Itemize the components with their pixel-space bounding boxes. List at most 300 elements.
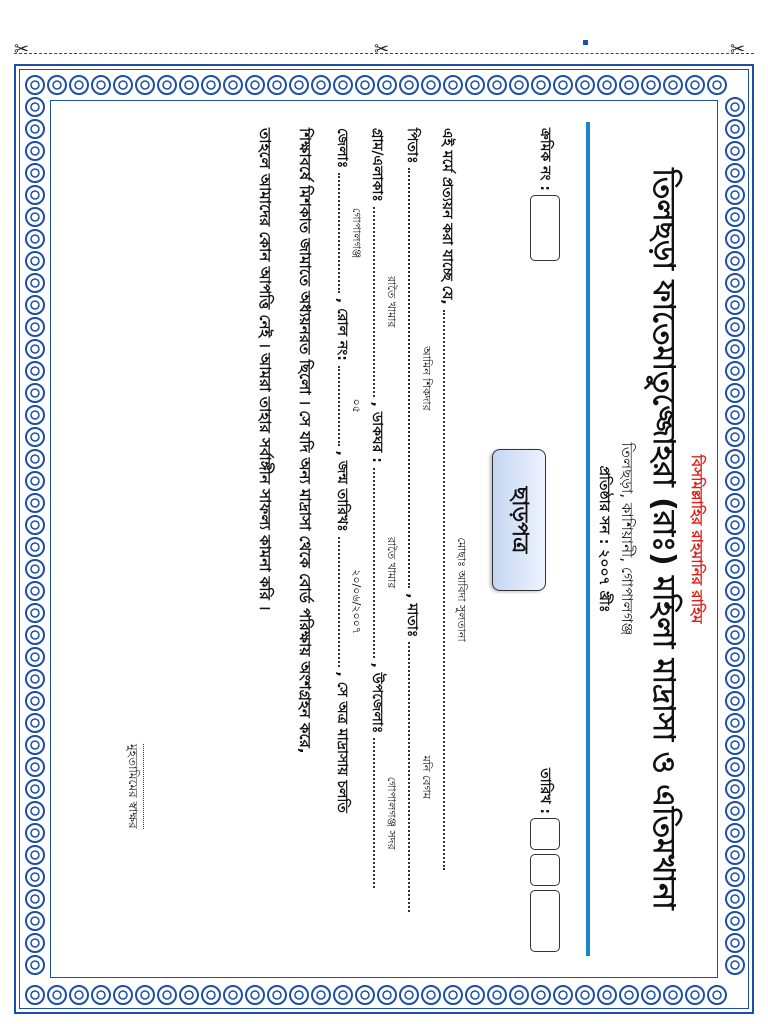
border-loop [136,986,154,1004]
serial-label: ক্রমিক নং : [537,128,553,192]
border-loop-inner [731,213,739,221]
student-name-line [443,310,468,870]
border-loop-inner [669,81,677,89]
border-loop [26,538,44,556]
bismillah-text: বিসমিল্লাহির রাহমানির রাহিম [688,454,706,624]
border-loop-inner [471,991,479,999]
border-loop-inner [471,81,479,89]
border-loop-inner [731,587,739,595]
border-loop [26,714,44,732]
border-loop-inner [731,257,739,265]
border-loop [620,986,638,1004]
mother-name: মনি বেগম [420,755,433,799]
border-loop-inner [731,345,739,353]
border-loop-inner [31,81,39,89]
certify-label: এই মর্মে প্রত্যয়ন করা যাচ্ছে যে, [439,128,455,305]
border-loop [726,186,744,204]
border-loop [26,98,44,116]
border-loop [686,76,704,94]
dob-label: জন্ম তারিখঃ [334,460,350,532]
border-loop [202,76,220,94]
border-loop-inner [31,499,39,507]
border-loop [246,986,264,1004]
border-loop-inner [31,543,39,551]
border-loop [48,76,66,94]
blue-mark [583,40,588,45]
border-loop [26,274,44,292]
header-divider [586,122,590,956]
border-loop-inner [731,543,739,551]
border-loop-inner [273,81,281,89]
border-loop [726,296,744,314]
border-loop-inner [31,609,39,617]
border-loop [136,76,154,94]
student-name: মোছাঃ আবিদা সুলতানা [455,537,468,642]
border-loop-inner [31,565,39,573]
border-loop-inner [731,631,739,639]
border-loop [26,986,44,1004]
border-loop [356,76,374,94]
border-loop-inner [731,477,739,485]
border-loop [620,76,638,94]
border-loop-inner [731,939,739,947]
border-loop-inner [731,697,739,705]
border-loop-inner [731,147,739,155]
border-loop [334,76,352,94]
border-loop [26,516,44,534]
border-loop [726,516,744,534]
border-loop-inner [427,991,435,999]
border-loop [26,824,44,842]
border-loop-inner [731,323,739,331]
border-loop [466,986,484,1004]
border-loop-inner [207,991,215,999]
border-loop [554,986,572,1004]
border-loop-inner [383,991,391,999]
border-loop-inner [669,991,677,999]
border-loop [510,76,528,94]
border-loop-inner [691,81,699,89]
border-loop [576,76,594,94]
border-loop-inner [515,81,523,89]
border-loop [158,76,176,94]
border-loop [26,868,44,886]
border-loop-inner [119,991,127,999]
border-loop-inner [731,653,739,661]
border-loop-inner [163,81,171,89]
border-loop-inner [731,455,739,463]
date-year-box[interactable] [530,890,560,952]
border-loop [26,560,44,578]
border-loop [26,362,44,380]
border-loop-inner [31,213,39,221]
border-loop-inner [731,807,739,815]
border-loop-inner [383,81,391,89]
border-loop-inner [559,81,567,89]
border-loop [158,986,176,1004]
border-loop-inner [251,991,259,999]
border-loop [726,714,744,732]
border-loop-inner [493,991,501,999]
certificate-content [54,104,714,974]
border-loop-inner [731,565,739,573]
border-loop-inner [625,81,633,89]
border-loop-inner [537,991,545,999]
border-loop-inner [361,991,369,999]
district-value: গোপালগঞ্জ [350,207,363,259]
border-loop [26,384,44,402]
border-loop [598,76,616,94]
upazila-line [373,738,398,888]
border-loop [400,986,418,1004]
border-loop [726,142,744,160]
border-loop-inner [31,433,39,441]
border-loop-inner [731,609,739,617]
border-loop [726,274,744,292]
border-loop-inner [405,81,413,89]
border-loop [726,98,744,116]
border-loop-inner [31,807,39,815]
border-loop [26,472,44,490]
border-loop [708,986,726,1004]
upazila-value: গোপালগঞ্জ সদর [385,776,398,850]
border-loop [726,802,744,820]
border-loop-inner [31,477,39,485]
scissors-icon: ✂ [374,39,390,60]
border-loop-inner [31,631,39,639]
district-label: জেলাঃ [334,128,350,169]
border-loop [444,986,462,1004]
border-loop [26,428,44,446]
border-loop [726,824,744,842]
date-field [530,768,560,952]
border-loop-inner [647,991,655,999]
border-loop-inner [31,939,39,947]
border-loop-inner [119,81,127,89]
border-loop [726,626,744,644]
border-loop [532,986,550,1004]
border-loop [26,494,44,512]
border-loop-inner [731,873,739,881]
border-loop-inner [731,499,739,507]
border-loop-inner [31,455,39,463]
border-loop [664,76,682,94]
border-loop [26,692,44,710]
border-loop-inner [31,991,39,999]
border-loop [726,582,744,600]
border-loop [708,76,726,94]
border-loop-inner [141,991,149,999]
border-loop-inner [317,991,325,999]
border-loop [444,76,462,94]
established-year: প্রতিষ্ঠার সন : ২০০৭ খ্রীঃ [596,465,612,613]
border-loop [26,186,44,204]
madrasa-title: তিলছড়া ফাতেমাতুজ্জোহরা (রাঃ) মহিলা মাদ্রাসা ও এতিমখানা [646,168,681,910]
border-loop-inner [603,81,611,89]
district-line [338,173,363,293]
dob-line [338,537,363,667]
border-loop-inner [731,301,739,309]
border-loop [726,164,744,182]
border-loop-inner [185,991,193,999]
upazila-label: উপজেলাঃ [369,672,385,734]
district-row: জেলাঃ গোপালগঞ্জ , রোল নং: ০৫ , জন্ম তারিখঃ ২০/০৬/২০০৭ , সে অত্র মাদ্রাসায় চলতি [334,128,363,813]
border-loop [726,318,744,336]
border-loop [488,76,506,94]
border-loop [726,692,744,710]
border-loop-inner [31,191,39,199]
border-loop [726,736,744,754]
border-loop [26,956,44,974]
border-loop-inner [449,991,457,999]
border-loop-inner [31,719,39,727]
dob-value: ২০/০৬/২০০৭ [350,569,363,634]
border-loop-inner [31,279,39,287]
scissors-icon: ✂ [730,39,746,60]
serial-number [530,128,560,261]
border-loop-inner [31,103,39,111]
serial-box[interactable] [530,195,560,261]
border-loop-inner [731,785,739,793]
tail-text: সে অত্র মাদ্রাসায় চলতি [334,681,350,813]
border-loop [726,340,744,358]
border-loop [378,76,396,94]
border-loop-inner [691,991,699,999]
border-loop [290,76,308,94]
border-loop-inner [31,763,39,771]
border-loop-inner [537,81,545,89]
border-loop [312,76,330,94]
border-loop [114,986,132,1004]
border-loop [400,76,418,94]
border-loop [422,76,440,94]
certificate-badge: ছাড়পত্র [492,449,546,591]
border-loop [726,230,744,248]
border-loop [726,846,744,864]
border-loop-inner [731,675,739,683]
border-loop-inner [97,81,105,89]
border-loop-inner [731,389,739,397]
border-loop-inner [731,719,739,727]
border-loop [26,912,44,930]
border-loop-inner [625,991,633,999]
border-loop [726,428,744,446]
border-loop [26,142,44,160]
border-loop-inner [713,991,721,999]
border-loop [202,986,220,1004]
border-loop-inner [31,873,39,881]
border-loop [26,802,44,820]
border-loop-inner [731,521,739,529]
border-loop-inner [31,147,39,155]
border-loop [290,986,308,1004]
border-loop-inner [31,521,39,529]
border-loop [726,560,744,578]
border-loop [26,450,44,468]
border-loop [26,736,44,754]
border-loop-inner [581,81,589,89]
border-loop [26,340,44,358]
certificate-frame [14,64,754,1014]
date-month-box[interactable] [530,854,560,886]
border-loop-inner [31,169,39,177]
border-loop-inner [427,81,435,89]
border-loop [378,986,396,1004]
date-day-box[interactable] [530,818,560,850]
border-loop-inner [295,81,303,89]
border-loop [70,986,88,1004]
border-loop [26,164,44,182]
border-loop [726,912,744,930]
border-loop-inner [731,741,739,749]
border-loop-inner [31,125,39,133]
border-loop [554,76,572,94]
border-loop [726,670,744,688]
border-loop-inner [581,991,589,999]
roll-value: ০৫ [350,398,363,413]
border-loop [26,230,44,248]
border-loop-inner [731,103,739,111]
border-loop [26,208,44,226]
border-loop [510,986,528,1004]
scissors-icon: ✂ [14,39,30,60]
border-loop [26,758,44,776]
father-label: পিতাঃ [404,128,420,164]
parents-row: পিতাঃ আমিন শিকদার , মাতাঃ মনি বেগম [400,128,424,950]
date-label: তারিখ : [537,768,553,814]
border-loop [26,252,44,270]
border-loop-inner [731,191,739,199]
border-loop-inner [31,697,39,705]
address-row: গ্রাম/এলাকাঃ রাতৈ খামার , ডাকঘর : রাতৈ খামার , উপজেলাঃ গোপালগঞ্জ সদর [365,128,389,950]
border-loop-inner [731,169,739,177]
border-loop [466,76,484,94]
border-loop [26,120,44,138]
border-loop-inner [731,829,739,837]
border-loop [268,986,286,1004]
border-loop [726,780,744,798]
border-loop-inner [31,675,39,683]
border-loop-inner [449,81,457,89]
border-loop [726,648,744,666]
border-loop-inner [731,279,739,287]
mother-label: মাতাঃ [404,603,420,638]
border-loop [70,76,88,94]
border-loop [26,648,44,666]
border-loop [726,384,744,402]
border-loop [726,538,744,556]
border-loop [726,956,744,974]
border-loop [26,626,44,644]
border-loop [26,406,44,424]
border-loop-inner [229,991,237,999]
border-loop [224,76,242,94]
border-loop-inner [339,991,347,999]
border-loop [726,494,744,512]
border-loop [642,986,660,1004]
border-loop-inner [75,81,83,89]
border-loop [664,986,682,1004]
border-loop [26,296,44,314]
border-loop-inner [31,323,39,331]
border-loop-inner [713,81,721,89]
border-loop-inner [31,301,39,309]
border-loop [48,986,66,1004]
border-loop [26,890,44,908]
border-loop [180,76,198,94]
border-loop-inner [731,851,739,859]
border-loop-inner [31,741,39,749]
post-label: ডাকঘর : [369,411,385,463]
border-loop [726,208,744,226]
border-loop [26,934,44,952]
border-loop [726,120,744,138]
border-loop [268,76,286,94]
border-loop-inner [97,991,105,999]
border-loop-inner [229,81,237,89]
border-loop-inner [731,433,739,441]
border-loop [26,604,44,622]
border-loop [92,986,110,1004]
border-loop-inner [731,235,739,243]
border-loop-inner [53,81,61,89]
border-loop-inner [361,81,369,89]
border-loop-inner [731,411,739,419]
madrasa-address: তিলছড়া, কাশিয়ানী, গোপালগঞ্জ [618,442,636,636]
border-loop-inner [31,917,39,925]
border-loop [26,318,44,336]
border-loop-inner [405,991,413,999]
border-loop [26,76,44,94]
border-loop-inner [31,587,39,595]
border-loop-inner [731,917,739,925]
signature-line: মুহতামিমের স্বাক্ষর [121,744,144,829]
border-loop-inner [141,81,149,89]
border-loop [726,934,744,952]
border-loop [576,986,594,1004]
border-loop [334,986,352,1004]
border-loop [224,986,242,1004]
border-loop-inner [31,851,39,859]
border-loop-inner [31,345,39,353]
post-value: রাতৈ খামার [385,537,398,589]
border-loop-inner [75,991,83,999]
border-loop-inner [559,991,567,999]
border-loop [726,758,744,776]
border-loop-inner [273,991,281,999]
border-loop [26,846,44,864]
border-loop-inner [317,81,325,89]
border-loop-inner [251,81,259,89]
border-loop [726,450,744,468]
border-loop [726,890,744,908]
border-loop [422,986,440,1004]
border-loop [726,252,744,270]
post-line [373,468,398,658]
border-loop [598,986,616,1004]
border-loop [726,868,744,886]
border-loop-inner [515,991,523,999]
mother-name-line [408,642,433,912]
border-loop [686,986,704,1004]
border-loop [26,780,44,798]
border-loop-inner [31,961,39,969]
border-loop [26,670,44,688]
border-loop [726,472,744,490]
border-loop-inner [31,411,39,419]
border-loop [726,604,744,622]
border-loop [532,76,550,94]
